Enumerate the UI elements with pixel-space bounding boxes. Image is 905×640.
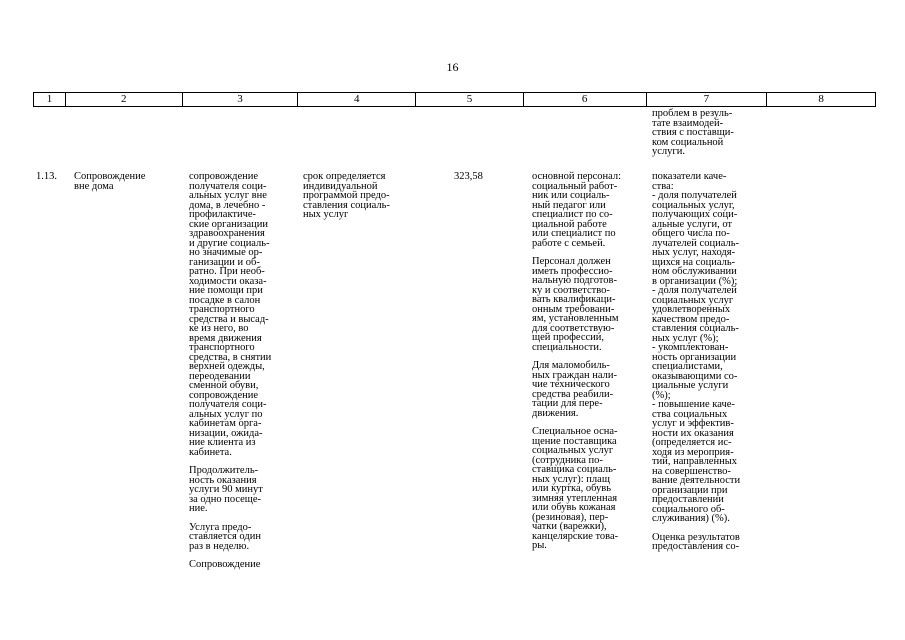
personnel-paragraph: основной персонал: социальный работ- ник или социаль- ный педагог или специалист по со- циальной работе или специалист по работе с семьей. xyxy=(532,171,622,249)
service-description xyxy=(189,172,299,579)
header-cell-1: 1 xyxy=(34,93,66,106)
service-name: Сопровождение вне дома xyxy=(74,171,146,192)
service-price: 323,58 xyxy=(454,171,483,182)
service-personnel xyxy=(532,172,647,560)
personnel-paragraph: Персонал должен иметь профессио- нальную подготов- ку и соответство- вать квалификаци- онным требовани- ям, установленным для соответствую- щей профессии, специальности. xyxy=(532,256,619,353)
header-cell-5: 5 xyxy=(416,93,524,106)
description-paragraph: Продолжитель- ность оказания услуги 90 минут за одно посеще- ние. xyxy=(189,465,263,514)
header-cell-4: 4 xyxy=(298,93,416,106)
row-number: 1.13. xyxy=(36,171,57,182)
indicators-paragraph: Оценка результатов предоставления со- xyxy=(652,531,740,552)
header-cell-6: 6 xyxy=(524,93,647,106)
header-cell-3: 3 xyxy=(183,93,299,106)
personnel-paragraph: Специальное осна- щение поставщика социальных услуг (сотрудника по- ставщика социаль- ных услуг): плащ или куртка, обувь зимняя утепленная или обувь кожаная (резиновая), пер- чатки (варежки), канцелярские това- ры. xyxy=(532,426,619,551)
carryover-text: проблем в резуль- тате взаимодей- ствия с поставщи- ком социальной услуги. xyxy=(652,108,734,157)
service-term: срок определяется индивидуальной программой предо- ставления социаль- ных услуг xyxy=(303,171,390,220)
header-cell-7: 7 xyxy=(647,93,768,106)
description-paragraph: Сопровождение xyxy=(189,559,261,570)
page-number: 16 xyxy=(446,60,459,74)
quality-indicators xyxy=(652,172,772,561)
header-cell-2: 2 xyxy=(66,93,183,106)
indicators-paragraph: показатели каче- ства: - доля получателей социальных услуг, получающих соци- альные услуги, от общего числа по- лучателей социаль- ных услуг, находя- щихся на социаль- ном обслуживании в организации (%); - доля получателей социальных услуг удовлетворенных качеством предо- ставления социаль- ных услуг (%); - укомплектован- ность организации специалистами, оказывающими со- циальные услуги (%); - повышение каче- ства социальных услуг и эффектив- ности их оказания (определяется ис- ходя из мероприя- тий, направленных на совершенство- вание деятельности организации при предоставлении социального об- служивания) (%). xyxy=(652,171,741,524)
personnel-paragraph: Для маломобиль- ных граждан нали- чие технического средства реабили- тации для пере- движения. xyxy=(532,360,617,419)
header-cell-8: 8 xyxy=(818,93,824,105)
description-paragraph: Услуга предо- ставляется один раз в неделю. xyxy=(189,521,261,552)
description-paragraph: сопровождение получателя соци- альных услуг вне дома, в лечебно - профилактиче- ские организации здравоохранения и другие социаль- но значимые ор- ганизации и об- ратно. При необ- ходимости оказа- ние помощи при посадке в салон транспортного средства и высад- ке из него, во время движения транспортного средства, в снятии верхней одежды, переодевании сменной обуви, сопровождение получателя соци- альных услуг по кабинетам орга- низации, ожида- ние клиента из кабинета. xyxy=(189,171,272,458)
table-header-row xyxy=(33,92,876,107)
